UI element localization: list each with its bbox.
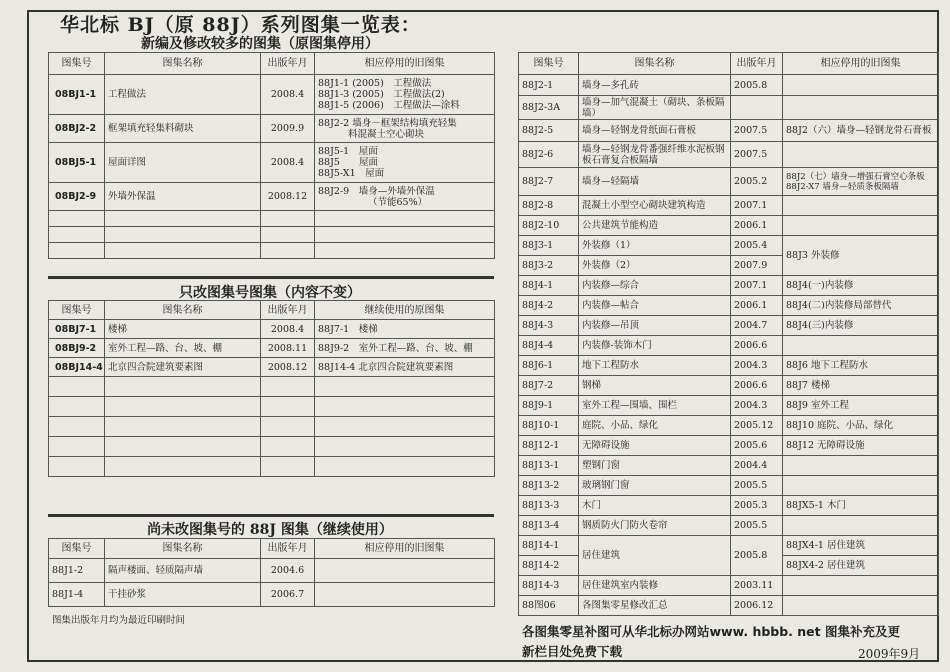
table-row: [519, 376, 939, 396]
atlas-name: 室外工程—路、台、坡、棚: [105, 339, 261, 358]
old-atlas: 88J3 外装修: [783, 236, 939, 276]
old-atlas: [783, 596, 939, 616]
publish-date: 2004.6: [261, 559, 315, 583]
old-atlas: 88J4(三)内装修: [783, 316, 939, 336]
atlas-name: 墙身—轻钢龙骨番强纤维水泥板钢板石膏复合板隔墙: [579, 142, 731, 168]
publish-date: 2003.11: [731, 576, 783, 596]
old-atlas: [783, 336, 939, 356]
atlas-name: 地下工程防水: [579, 356, 731, 376]
old-atlas: 88J2（六）墙身—轻钢龙骨石膏板: [783, 120, 939, 142]
publish-date: 2005.5: [731, 516, 783, 536]
atlas-code: 88J14-2: [519, 556, 579, 576]
old-atlas: 88JX4-1 居住建筑: [783, 536, 939, 556]
atlas-name: 工程做法: [105, 75, 261, 115]
publish-date: 2008.4: [261, 143, 315, 183]
old-atlas: [783, 196, 939, 216]
col-header-old: 相应停用的旧图集: [315, 539, 495, 559]
atlas-code: 08BJ9-2: [49, 339, 105, 358]
old-atlas-line: （节能65%）: [368, 196, 428, 208]
atlas-name: 居住建筑: [579, 536, 731, 576]
atlas-name: 墙身—加气混凝土（砌块、条板隔墙）: [579, 96, 731, 120]
atlas-code: 88J2-6: [519, 142, 579, 168]
atlas-name: 室外工程—围墙、围栏: [579, 396, 731, 416]
atlas-code: 08BJ5-1: [49, 143, 105, 183]
publish-date: 2007.9: [731, 256, 783, 276]
publish-date: 2007.5: [731, 120, 783, 142]
atlas-code: 88J13-3: [519, 496, 579, 516]
atlas-name: 木门: [579, 496, 731, 516]
section2-heading: 只改图集号图集（内容不变）: [179, 285, 361, 301]
atlas-name: 外装修（1）: [579, 236, 731, 256]
old-atlas: 88J9-2 室外工程—路、台、坡、棚: [315, 339, 495, 358]
col-header-date: 出版年月: [261, 53, 315, 75]
old-atlas: 88JX5-1 木门: [783, 496, 939, 516]
publish-date: 2008.4: [261, 320, 315, 339]
empty-row: [49, 457, 495, 477]
old-atlas-line: 料混凝土空心砌块: [348, 128, 425, 140]
table-row: [49, 583, 495, 607]
atlas-name: 楼梯: [105, 320, 261, 339]
old-atlas: 88J2（七）墙身—增强石膏空心条板 88J2-X7 墙身—轻质条板隔墙: [783, 168, 939, 196]
table-row: [49, 358, 495, 377]
publish-date: 2004.3: [731, 356, 783, 376]
table-row: [519, 75, 939, 96]
atlas-code: 88J2-1: [519, 75, 579, 96]
page-title: 华北标 BJ（原 88J）系列图集一览表：: [60, 14, 421, 36]
atlas-code: 88J2-3A: [519, 96, 579, 120]
table-row: [519, 576, 939, 596]
atlas-name: 内装修—综合: [579, 276, 731, 296]
table-row: [519, 356, 939, 376]
old-atlas: [783, 75, 939, 96]
atlas-name: 居住建筑室内装修: [579, 576, 731, 596]
old-atlas-line: 88J1-5 (2006) 工程做法—涂料: [318, 100, 460, 111]
col-header-date: 出版年月: [261, 301, 315, 320]
atlas-code: 88J13-2: [519, 476, 579, 496]
col-header-old: 继续使用的原图集: [315, 301, 495, 320]
atlas-name: 公共建筑节能构造: [579, 216, 731, 236]
publish-date: 2008.12: [261, 183, 315, 211]
publish-date: 2005.2: [731, 168, 783, 196]
atlas-code: 88J3-1: [519, 236, 579, 256]
atlas-code: 88J2-10: [519, 216, 579, 236]
col-header-old: 相应停用的旧图集: [783, 53, 939, 75]
old-atlas-line: 88J1-1 (2005) 工程做法: [318, 78, 432, 89]
atlas-name: 玻璃钢门窗: [579, 476, 731, 496]
empty-row: [49, 437, 495, 457]
old-atlas: 88J7 楼梯: [783, 376, 939, 396]
publish-date: 2006.6: [731, 376, 783, 396]
table-row: [519, 196, 939, 216]
publish-date: 2007.1: [731, 276, 783, 296]
atlas-name: 外装修（2）: [579, 256, 731, 276]
download-notice-line: 各图集零星补图可从华北标办网站www. hbbb. net 图集补充及更: [522, 624, 900, 639]
old-atlas: [783, 96, 939, 120]
old-atlas: [315, 559, 495, 583]
atlas-name: 内装修-装饰木门: [579, 336, 731, 356]
table-row: [519, 496, 939, 516]
table-row: [519, 120, 939, 142]
old-atlas: [783, 576, 939, 596]
atlas-code: 88J7-2: [519, 376, 579, 396]
old-atlas-line: 88J2-2 墙身－框架结构填充轻集: [318, 117, 457, 129]
table-row: [519, 316, 939, 336]
atlas-name: 干挂砂浆: [105, 583, 261, 607]
publish-date: 2006.1: [731, 296, 783, 316]
atlas-code: 88J2-5: [519, 120, 579, 142]
atlas-code: 08BJ2-2: [49, 115, 105, 143]
old-atlas-line: 88J1-3 (2005) 工程做法(2): [318, 89, 445, 100]
table-row: [519, 456, 939, 476]
empty-row: [49, 243, 495, 259]
atlas-name: 屋面详图: [105, 143, 261, 183]
section1-table: [48, 52, 495, 259]
old-atlas: [315, 115, 495, 143]
table-row: [519, 536, 939, 556]
table-row: [49, 320, 495, 339]
old-atlas-line: 88J5 屋面: [318, 157, 378, 168]
table-row: [519, 236, 939, 256]
atlas-name: 外墙外保温: [105, 183, 261, 211]
publish-date: 2004.4: [731, 456, 783, 476]
table-row: [519, 336, 939, 356]
empty-row: [49, 227, 495, 243]
atlas-code: 88J4-2: [519, 296, 579, 316]
old-atlas: 88J6 地下工程防水: [783, 356, 939, 376]
old-atlas: 88J12 无障碍设施: [783, 436, 939, 456]
section3-heading: 尚未改图集号的 88J 图集（继续使用）: [147, 522, 393, 538]
atlas-code: 88J14-3: [519, 576, 579, 596]
old-atlas: 88J10 庭院、小品、绿化: [783, 416, 939, 436]
atlas-code: 88J1-4: [49, 583, 105, 607]
old-atlas: 88J4(二)内装修局部替代: [783, 296, 939, 316]
col-header-code: 图集号: [49, 539, 105, 559]
table-row: [519, 96, 939, 120]
old-atlas: [783, 516, 939, 536]
table-row: [49, 75, 495, 115]
col-header-name: 图集名称: [579, 53, 731, 75]
col-header-code: 图集号: [49, 53, 105, 75]
col-header-code: 图集号: [49, 301, 105, 320]
col-header-name: 图集名称: [105, 301, 261, 320]
publish-date: 2004.3: [731, 396, 783, 416]
old-atlas: 88JX4-2 居住建筑: [783, 556, 939, 576]
table-row: [49, 339, 495, 358]
atlas-name: 无障碍设施: [579, 436, 731, 456]
col-header-name: 图集名称: [105, 539, 261, 559]
publish-date: 2005.8: [731, 75, 783, 96]
table-row: [49, 115, 495, 143]
footnote: 图集出版年月均为最近印刷时间: [52, 615, 186, 626]
atlas-code: 88J9-1: [519, 396, 579, 416]
atlas-name: 各图集零星修改汇总: [579, 596, 731, 616]
col-header-date: 出版年月: [731, 53, 783, 75]
atlas-code: 88J10-1: [519, 416, 579, 436]
table-row: [519, 216, 939, 236]
atlas-name: 墙身—多孔砖: [579, 75, 731, 96]
publish-date: 2005.6: [731, 436, 783, 456]
atlas-code: 08BJ7-1: [49, 320, 105, 339]
publish-date: 2006.1: [731, 216, 783, 236]
publish-date: 2005.4: [731, 236, 783, 256]
atlas-name: 墙身—轻钢龙骨纸面石膏板: [579, 120, 731, 142]
atlas-code: 88J12-1: [519, 436, 579, 456]
atlas-code: 88J13-4: [519, 516, 579, 536]
table-row: [49, 183, 495, 211]
download-notice-line: 新栏目处免费下载: [522, 644, 623, 659]
atlas-code: 88J1-2: [49, 559, 105, 583]
publish-date: 2007.5: [731, 142, 783, 168]
atlas-name: 内装修—吊顶: [579, 316, 731, 336]
old-atlas: 88J4(一)内装修: [783, 276, 939, 296]
table-row: [519, 296, 939, 316]
atlas-name: 钢质防火门防火卷帘: [579, 516, 731, 536]
publish-date: 2005.12: [731, 416, 783, 436]
publish-date: 2005.5: [731, 476, 783, 496]
atlas-code: 08BJ2-9: [49, 183, 105, 211]
section-divider: [48, 276, 494, 279]
empty-row: [49, 397, 495, 417]
atlas-code: 88J6-1: [519, 356, 579, 376]
table-row: [49, 143, 495, 183]
atlas-name: 内装修—帖合: [579, 296, 731, 316]
old-atlas: [315, 583, 495, 607]
table-row: [519, 276, 939, 296]
atlas-code: 88J13-1: [519, 456, 579, 476]
table-row: [519, 516, 939, 536]
atlas-name: 隔声楼面、轻质隔声墙: [105, 559, 261, 583]
table-row: [519, 476, 939, 496]
publish-date: 2009.9: [261, 115, 315, 143]
table-row: [519, 142, 939, 168]
atlas-name: 塑钢门窗: [579, 456, 731, 476]
atlas-code: 88图06: [519, 596, 579, 616]
publish-date: 2008.4: [261, 75, 315, 115]
atlas-name: 混凝土小型空心砌块建筑构造: [579, 196, 731, 216]
publish-date: 2005.8: [731, 536, 783, 576]
table-row: [519, 396, 939, 416]
col-header-date: 出版年月: [261, 539, 315, 559]
col-header-name: 图集名称: [105, 53, 261, 75]
publish-date: 2008.12: [261, 358, 315, 377]
old-atlas-line: 88J5-X1 屋面: [318, 168, 385, 179]
atlas-name: 框架填充轻集料砌块: [105, 115, 261, 143]
atlas-code: 88J4-4: [519, 336, 579, 356]
atlas-code: 88J2-8: [519, 196, 579, 216]
atlas-code: 08BJ14-4: [49, 358, 105, 377]
publish-date: 2005.3: [731, 496, 783, 516]
section-divider: [48, 514, 494, 517]
old-atlas: [783, 142, 939, 168]
col-header-code: 图集号: [519, 53, 579, 75]
publish-date: 2006.12: [731, 596, 783, 616]
old-atlas: [315, 75, 495, 115]
table-row: [49, 559, 495, 583]
section3-table: [48, 538, 495, 607]
right-table: [518, 52, 939, 616]
publish-date: 2006.6: [731, 336, 783, 356]
old-atlas: 88J9 室外工程: [783, 396, 939, 416]
empty-row: [49, 211, 495, 227]
old-atlas: 88J14-4 北京四合院建筑要素图: [315, 358, 495, 377]
section1-heading: 新编及修改较多的图集（原图集停用）: [141, 36, 379, 52]
publish-date: [731, 96, 783, 120]
section2-table: [48, 300, 495, 477]
table-row: [519, 416, 939, 436]
empty-row: [49, 417, 495, 437]
col-header-old: 相应停用的旧图集: [315, 53, 495, 75]
atlas-name: 庭院、小品、绿化: [579, 416, 731, 436]
atlas-code: 08BJ1-1: [49, 75, 105, 115]
issue-date: 2009年9月: [858, 647, 921, 661]
old-atlas-line: 88J2-9 墙身—外墙外保温: [318, 185, 435, 197]
atlas-name: 墙身—轻隔墙: [579, 168, 731, 196]
publish-date: 2007.1: [731, 196, 783, 216]
table-row: [519, 596, 939, 616]
old-atlas: [783, 216, 939, 236]
table-row: [519, 436, 939, 456]
atlas-name: 钢梯: [579, 376, 731, 396]
atlas-code: 88J4-1: [519, 276, 579, 296]
old-atlas: [783, 476, 939, 496]
publish-date: 2006.7: [261, 583, 315, 607]
old-atlas: [315, 143, 495, 183]
old-atlas-line: 88J5-1 屋面: [318, 146, 378, 157]
publish-date: 2008.11: [261, 339, 315, 358]
atlas-code: 88J14-1: [519, 536, 579, 556]
empty-row: [49, 377, 495, 397]
old-atlas: 88J7-1 楼梯: [315, 320, 495, 339]
publish-date: 2004.7: [731, 316, 783, 336]
atlas-code: 88J4-3: [519, 316, 579, 336]
old-atlas: [783, 456, 939, 476]
atlas-code: 88J3-2: [519, 256, 579, 276]
atlas-name: 北京四合院建筑要素图: [105, 358, 261, 377]
table-row: [519, 168, 939, 196]
old-atlas: [315, 183, 495, 211]
atlas-code: 88J2-7: [519, 168, 579, 196]
